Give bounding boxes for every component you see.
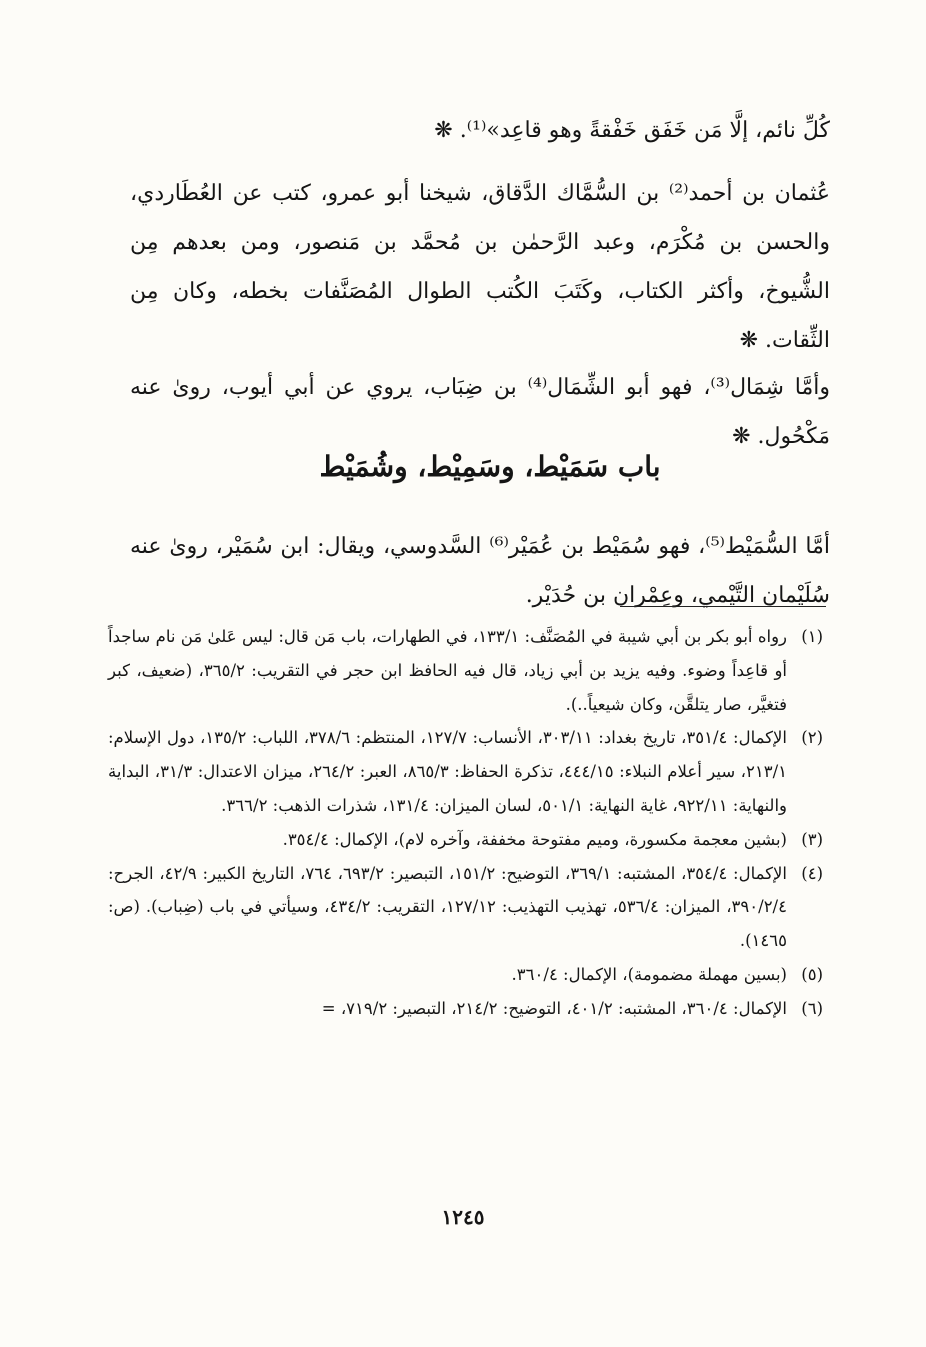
- footnote-separator: [620, 606, 826, 607]
- footnote-5: [108, 958, 823, 992]
- footnote-number: (٤): [801, 863, 823, 883]
- footnote-4: [108, 857, 823, 958]
- paragraph-3: وأمَّا شِمَال⁽³⁾، فهو أبو الشِّمَال⁽⁴⁾ بن ضِبَاب، يروي عن أبي أيوب، روىٰ عنه مَكْحُول. ❋: [130, 375, 831, 449]
- footnote-text: الإكمال: ٣٦٠/٤، المشتبه: ٤٠١/٢، التوضيح: ٢١٤/٢، التبصير: ٧١٩/٢، =: [321, 998, 787, 1018]
- footnote-text: الإكمال: ٣٥٤/٤، المشتبه: ٣٦٩/١، التوضيح: ١٥١/٢، التبصير: ٦٩٣/٢، ٧٦٤، التاريخ الكبير: ٤٢/٩، الجرح: ٣٩٠/٢/٤، الميزان: ٥٣٦/٤، تهذيب التهذيب: ١٢٧/١٢، التقريب: ٤٣٤/٢، وسيأتي في باب (ضِباب). (ص: ١٤٦٥).: [108, 863, 787, 951]
- footnote-text: الإكمال: ٣٥١/٤، تاريخ بغداد: ٣٠٣/١١، الأنساب: ١٢٧/٧، المنتظم: ٣٧٨/٦، اللباب: ١٣٥/٢، دول الإسلام: ٢١٣/١، سير أعلام النبلاء: ٤٤٤/١٥، تذكرة الحفاظ: ٨٦٥/٣، العبر: ٢٦٤/٢، ميزان الاعتدال: ٣١/٣، البداية والنهاية: ٩٢٢/١١، غاية النهاية: ٥٠١/١، لسان الميزان: ١٣١/٤، شذرات الذهب: ٣٦٦/٢.: [108, 728, 787, 815]
- page-number: ١٢٤٥: [441, 1205, 485, 1229]
- footnote-number: (٥): [801, 964, 823, 984]
- paragraph-1: كُلِّ نائم، إلَّا مَن خَفَق خَفْقةً وهو قاعِد»⁽¹⁾. ❋: [434, 118, 830, 143]
- footnote-2: [108, 721, 823, 822]
- paragraph-4: أمَّا السُّمَيْط⁽⁵⁾، فهو سُمَيْط بن عُمَيْر⁽⁶⁾ السَّدوسي، ويقال: ابن سُمَيْر، روىٰ عنه سُلَيْمان التَّيْمي، وعِمْران بن حُدَيْر.: [130, 534, 830, 608]
- footnote-number: (٣): [801, 829, 823, 849]
- footnote-number: (٢): [801, 728, 823, 748]
- footnote-3: [108, 823, 823, 857]
- footnotes: [108, 620, 823, 1026]
- footnote-number: (١): [801, 627, 823, 646]
- footnote-1: [108, 620, 823, 721]
- section-heading: باب سَمَيْط، وسَمِيْط، وشُمَيْط: [319, 450, 661, 483]
- footnote-text: (بسين مهملة مضمومة)، الإكمال: ٣٦٠/٤.: [511, 964, 787, 984]
- footnote-6: [108, 992, 823, 1026]
- footnote-text: (بشين معجمة مكسورة، وميم مفتوحة مخففة، وآخره لام)، الإكمال: ٣٥٤/٤.: [282, 829, 787, 849]
- paragraph-2: عُثمان بن أحمد⁽²⁾ بن السُّمَّاك الدَّقاق، شيخنا أبو عمرو، كتب عن العُطَاردي، والحسن بن مُكْرَم، وعبد الرَّحمٰن بن مُحمَّد بن مَنصور، ومن بعدهم مِن الشُّيوخ، وأكثر الكتاب، وكَتَبَ الكُتب الطوال المُصَنَّفات بخطه، وكان مِن الثِّقات. ❋: [130, 181, 830, 353]
- footnote-text: رواه أبو بكر بن أبي شيبة في المُصَنَّف: ١٣٣/١، في الطهارات، باب مَن قال: ليس عَلىٰ مَن نام ساجداً أو قاعِداً وضوء. وفيه يزيد بن أبي زياد، قال فيه الحافظ ابن حجر في التقريب: ٣٦٥/٢، (ضعيف، كبر فتغيَّر، صار يتلقَّن، وكان شيعياً..).: [108, 627, 788, 714]
- footnote-number: (٦): [801, 998, 823, 1018]
